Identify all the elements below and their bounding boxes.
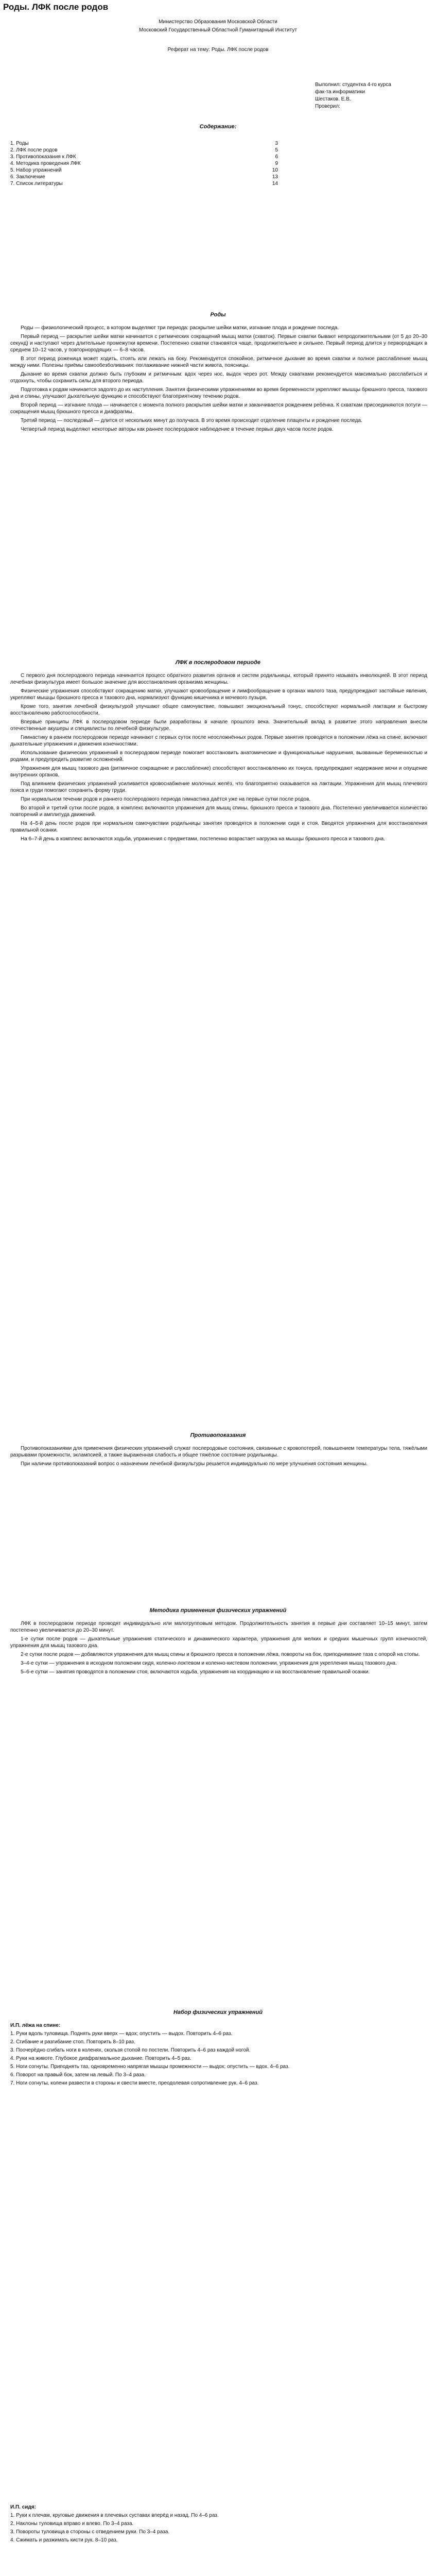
paragraph: Второй период — изгнание плода — начинается с момента полного раскрытия шейки матки и заканчивается рождением ребёнка. К схваткам присоединяются потуги — сокращения мышц брюшного пресса и диафрагмы. xyxy=(10,402,427,415)
paragraph: На 6–7-й день в комплекс включаются ходьба, упражнения с предметами, постепенно возрастает нагрузка на мышцы брюшного пресса и тазового дна. xyxy=(21,836,385,842)
paragraph: Использование физических упражнений в послеродовом периоде помогает восстановить анатомические и функциональные нарушения, вызванные беременностью и родами, и предупредить развитие осложнений. xyxy=(10,750,427,762)
toc-row xyxy=(10,147,278,154)
table-of-contents xyxy=(10,140,278,187)
section-heading: Методика применения физических упражнений xyxy=(149,1607,287,1614)
paragraph: Первый период — раскрытие шейки матки начинается с ритмических сокращений мышц матки (схваток). Первые схватки бывают непродолжительными (от 5 до 20–30 секунд) и наступают через длительные промежутки времени. Постепенно схватки становятся чаще, продолжительнее и сильнее. Первый период длится у первородящих в среднем 10–12 часов, у повторнородящих — 6–8 часов. xyxy=(10,334,427,353)
document-title: Роды. ЛФК после родов xyxy=(3,2,109,12)
paragraph: Гимнастику в раннем послеродовом периоде начинают с первых суток после неосложнённых родов. Первые занятия проводятся в положении лёжа на спине, включают дыхательные упражнения и движения конечностями. xyxy=(10,735,427,747)
paragraph: В этот период роженица может ходить, стоять или лежать на боку. Рекомендуется спокойное, ритмичное дыхание во время схватки и полное расслабление мышц между ними. Полезны приёмы самообезболивания: поглаживание нижней части живота, поясницы. xyxy=(10,356,427,368)
list-item: 5. Ноги согнуты. Приподнять таз, одновременно напрягая мышцы промежности — выдох; опустить — вдох. 4–6 раз. xyxy=(10,2064,290,2070)
section-body xyxy=(10,1620,427,1677)
paragraph: Кроме того, занятия лечебной физкультурой улучшают общее самочувствие, повышают эмоциональный тонус, способствуют нормальной лактации и быстрому восстановлению работоспособности. xyxy=(10,704,427,716)
toc-title: 2. ЛФК после родов xyxy=(10,147,58,153)
paragraph: На 4–5-й день после родов при нормальном самочувствии родильницы занятия проводятся в положении сидя и стоя. Вводятся упражнения для восстановления правильной осанки. xyxy=(10,821,427,833)
toc-page: 13 xyxy=(272,174,278,180)
toc-page: 3 xyxy=(275,141,278,146)
list-item: 3. Поочерёдно сгибать ноги в коленях, скользя стопой по постели. Повторить 4–6 раз каждой ногой. xyxy=(10,2047,251,2053)
toc-page: 6 xyxy=(275,154,278,160)
toc-row xyxy=(10,174,278,180)
paragraph: Четвертый период выделяют некоторые авторы как раннее послеродовое наблюдение в течение первых двух часов после родов. xyxy=(21,427,334,432)
list-item: 2. Наклоны туловища вправо и влево. По 3–4 раза. xyxy=(10,2521,134,2527)
university-line: Московский Государственный Областной Гуманитарный Институт xyxy=(139,27,297,33)
section-heading: Роды xyxy=(210,312,226,318)
paragraph: 5–6-е сутки — занятия проводятся в положении стоя, включаются ходьба, упражнения на координацию и на восстановление правильной осанки. xyxy=(21,1669,370,1675)
list-item: 4. Сжимать и разжимать кисти рук. 8–10 раз. xyxy=(10,2537,118,2543)
paragraph: ЛФК в послеродовом периоде проводят индивидуально или малогрупповым методом. Продолжительность занятия в первые дни составляет 10–15 минут, затем постепенно увеличивается до 20–30 минут. xyxy=(10,1621,427,1633)
list-item: 1. Руки к плечам, круговые движения в плечевых суставах вперёд и назад. По 4–6 раз. xyxy=(10,2513,219,2518)
paragraph: Во второй и третий сутки после родов, в комплекс включаются упражнения для мышц спины, брюшного пресса и тазового дна. Постепенно увеличивается количество повторений и амплитуда движений. xyxy=(10,805,427,818)
list-item: 2. Сгибание и разгибание стоп. Повторить 8–10 раз. xyxy=(10,2039,135,2045)
paragraph: При наличии противопоказаний вопрос о назначении лечебной физкультуры решается индивидуально по мере улучшения состояния женщины. xyxy=(21,1461,368,1467)
list-item: 7. Ноги согнуты, колени развести в стороны и свести вместе, преодолевая сопротивление рук. 4–6 раз. xyxy=(10,2080,259,2086)
author-line: фак-та информатики xyxy=(315,89,365,95)
section-heading: Набор физических упражнений xyxy=(173,2009,263,2015)
toc-page: 9 xyxy=(275,161,278,166)
exercise-group-title: И.П. лёжа на спине: xyxy=(10,2023,61,2028)
exercise-group xyxy=(10,2504,427,2545)
toc-row xyxy=(10,140,278,147)
toc-row xyxy=(10,154,278,160)
toc-title: 6. Заключение xyxy=(10,174,45,180)
paragraph: Дыхание во время схватки должно быть глубоким и ритмичным: вдох через нос, выдох через рот. Между схватками рекомендуется максимально расслабиться и отдохнуть, чтобы сохранить силы для второго периода. xyxy=(10,371,427,384)
paragraph: Упражнения для мышц тазового дна (ритмичное сокращение и расслабление) способствуют восстановлению их тонуса, предупреждают недержание мочи и опущение внутренних органов. xyxy=(10,766,427,778)
paragraph: С первого дня послеродового периода начинается процесс обратного развития органов и систем родильницы, который принято называть инволюцией. В этот период лечебная физкультура имеет большое значение для восстановления организма женщины. xyxy=(10,673,427,685)
section-heading: Противопоказания xyxy=(190,1432,246,1438)
toc-page: 5 xyxy=(275,147,278,153)
toc-row xyxy=(10,180,278,187)
paragraph: 1-е сутки после родов — дыхательные упражнения статического и динамического характера, упражнения для мелких и средних мышечных групп конечностей, упражнения для мышц тазового дна. xyxy=(10,1636,427,1649)
toc-title: 3. Противопоказания к ЛФК xyxy=(10,154,76,160)
list-item: 4. Руки на животе. Глубокое диафрагмальное дыхание. Повторить 4–5 раз. xyxy=(10,2056,191,2061)
exercise-group-title: И.П. сидя: xyxy=(10,2504,36,2510)
paragraph: Физические упражнения способствуют сокращению матки, улучшают кровообращение и лимфообращение в органах малого таза, предупреждают застойные явления, укрепляют мышцы брюшного пресса и тазового дна, нормализуют функцию кишечника и мочевого пузыря. xyxy=(10,688,427,701)
toc-title: 7. Список литературы xyxy=(10,181,63,187)
paragraph: Под влиянием физических упражнений усиливается кровоснабжение молочных желёз, что благоприятно сказывается на лактации. Упражнения для мышц плечевого пояса и груди помогают сохранить форму груди. xyxy=(10,781,427,793)
paragraph: Роды — физиологический процесс, в котором выделяют три периода: раскрытие шейки матки, изгнание плода и рождение последа. xyxy=(21,325,339,331)
paragraph: Подготовка к родам начинается задолго до их наступления. Занятия физическими упражнениями во время беременности укрепляют мышцы брюшного пресса, тазового дна и спины, улучшают дыхательную функцию и способствуют благоприятному течению родов. xyxy=(10,387,427,399)
toc-page: 14 xyxy=(272,181,278,187)
author-line: Проверил: xyxy=(315,104,340,109)
section-body xyxy=(10,672,427,844)
section-heading: ЛФК в послеродовом периоде xyxy=(175,659,261,666)
paragraph: Третий период — последовый — длится от нескольких минут до получаса. В это время происходит отделение плаценты и рождение последа. xyxy=(21,418,362,423)
paragraph: 3–4-е сутки — упражнения в исходном положении сидя, коленно-локтевом и коленно-кистевом положении, упражнения для укрепления мышц тазового дна. xyxy=(21,1660,397,1666)
topic-line: Реферат на тему: Роды. ЛФК после родов xyxy=(167,47,269,53)
list-item: 3. Повороты туловища в стороны с отведением руки. По 3–4 раза. xyxy=(10,2529,170,2535)
section-body xyxy=(10,325,427,435)
author-line: Шестаков. Е.В. xyxy=(315,96,351,102)
toc-row xyxy=(10,160,278,167)
paragraph: 2-е сутки после родов — добавляются упражнения для мышц спины и брюшного пресса в положении лёжа, повороты на бок, приподнимание таза с опорой на стопы. xyxy=(21,1652,420,1657)
exercise-group xyxy=(10,2022,427,2088)
toc-title: 1. Роды xyxy=(10,141,29,146)
toc-heading: Содержание: xyxy=(199,124,237,130)
paragraph: Противопоказаниями для применения физических упражнений служат послеродовые состояния, связанные с кровопотерей, повышением температуры тела, тяжёлыми разрывами промежности, эклампсией, а также выраженная слабость и общее тяжёлое состояние родильницы. xyxy=(10,1446,427,1458)
ministry-line: Министерство Образования Московской Области xyxy=(159,19,277,25)
paragraph: Впервые принципы ЛФК в послеродовом периоде были разработаны в начале прошлого века. Значительный вклад в развитие этого направления внесли отечественные акушеры и специалисты по лечебной физкультуре. xyxy=(10,719,427,732)
list-item: 1. Руки вдоль туловища. Поднять руки вверх — вдох; опустить — выдох. Повторить 4–6 раз. xyxy=(10,2031,233,2037)
toc-page: 10 xyxy=(272,167,278,173)
toc-row xyxy=(10,167,278,174)
author-block xyxy=(315,81,428,110)
section-body xyxy=(10,1445,427,1469)
toc-title: 5. Набор упражнений xyxy=(10,167,62,173)
list-item: 6. Поворот на правый бок, затем на левый. По 3–4 раза. xyxy=(10,2072,146,2078)
toc-title: 4. Методика проведения ЛФК xyxy=(10,161,81,166)
paragraph: При нормальном течении родов и раннего послеродового периода гимнастика даётся уже на первые сутки после родов. xyxy=(21,796,311,802)
author-line: Выполнил: студентка 4-го курса xyxy=(315,82,391,88)
